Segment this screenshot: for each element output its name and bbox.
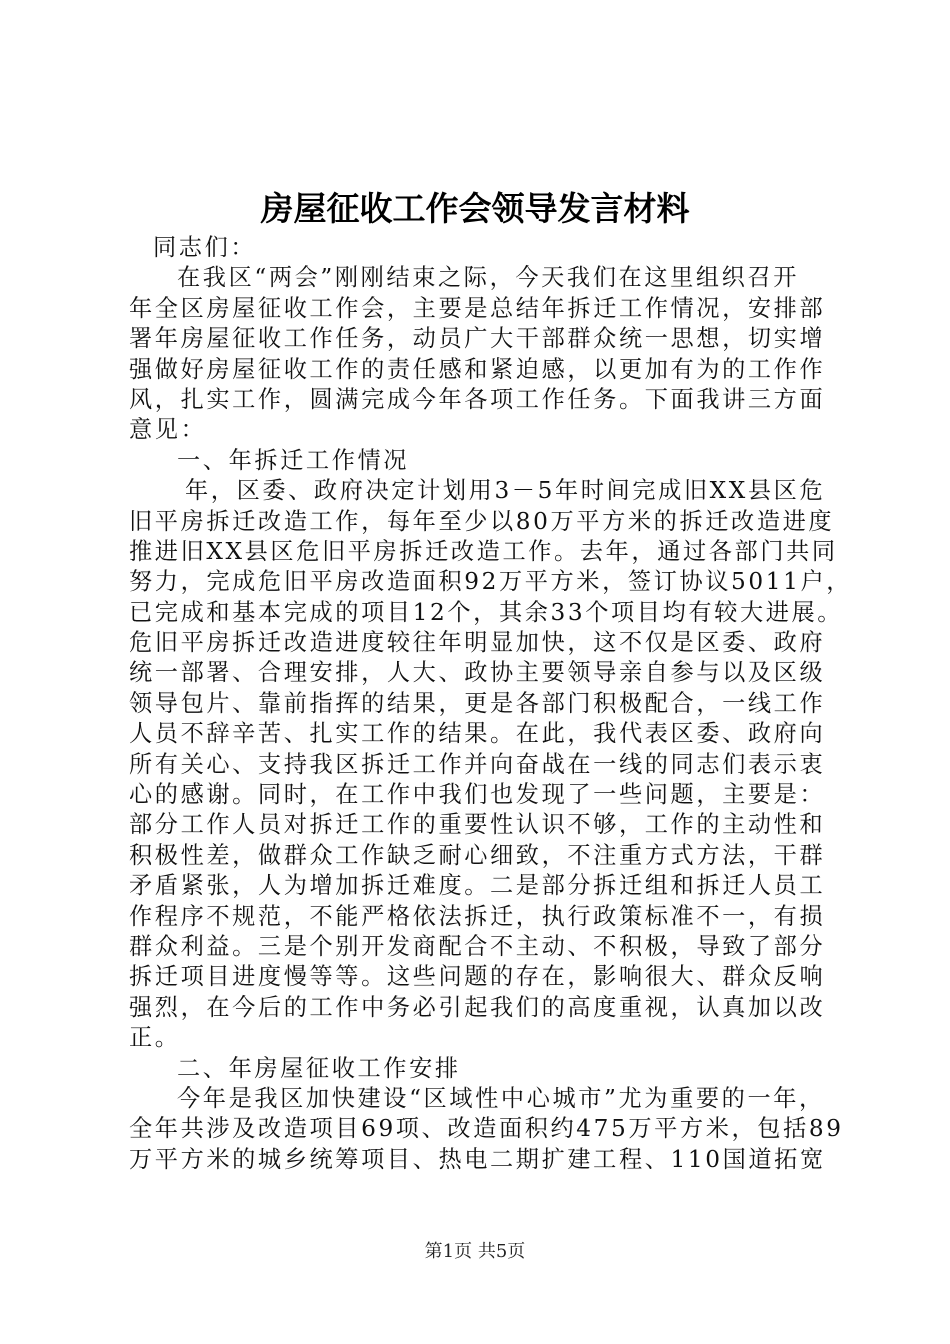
section-heading: 一、年拆迁工作情况 xyxy=(177,446,410,474)
paragraph-line: 心的感谢。同时，在工作中我们也发现了一些问题，主要是： xyxy=(129,781,826,809)
paragraph-line: 危旧平房拆迁改造进度较往年明显加快，这不仅是区委、政府 xyxy=(129,629,826,657)
paragraph-line: 意见： xyxy=(129,416,207,444)
paragraph-line: 所有关心、支持我区拆迁工作并向奋战在一线的同志们表示衷 xyxy=(129,750,826,778)
paragraph-line: 全年共涉及改造项目69项、改造面积约475万平方米，包括89 xyxy=(129,1115,844,1143)
paragraph-line: 领导包片、靠前指挥的结果，更是各部门积极配合，一线工作 xyxy=(129,689,826,717)
paragraph-line: 推进旧XX县区危旧平房拆迁改造工作。去年，通过各部门共同 xyxy=(129,537,838,565)
document-body xyxy=(129,233,853,1175)
paragraph-line: 努力，完成危旧平房改造面积92万平方米，签订协议5011户， xyxy=(129,568,853,596)
paragraph-line: 强做好房屋征收工作的责任感和紧迫感，以更加有为的工作作 xyxy=(129,355,826,383)
paragraph-line: 年，区委、政府决定计划用3－5年时间完成旧XX县区危 xyxy=(185,477,826,505)
section-heading: 二、年房屋征收工作安排 xyxy=(177,1054,461,1082)
paragraph-line: 风，扎实工作，圆满完成今年各项工作任务。下面我讲三方面 xyxy=(129,385,826,413)
paragraph-line: 在我区“两会”刚刚结束之际，今天我们在这里组织召开 xyxy=(177,264,800,292)
paragraph-line: 矛盾紧张，人为增加拆迁难度。二是部分拆迁组和拆迁人员工 xyxy=(129,872,826,900)
paragraph-line: 正。 xyxy=(129,1024,181,1052)
document-title: 房屋征收工作会领导发言材料 xyxy=(260,189,690,228)
paragraph-line: 强烈，在今后的工作中务必引起我们的高度重视，认真加以改 xyxy=(129,993,826,1021)
paragraph-line: 万平方米的城乡统筹项目、热电二期扩建工程、110国道拓宽 xyxy=(129,1145,826,1173)
paragraph-line: 拆迁项目进度慢等等。这些问题的存在，影响很大、群众反响 xyxy=(129,963,826,991)
paragraph-line: 人员不辞辛苦、扎实工作的结果。在此，我代表区委、政府向 xyxy=(129,720,826,748)
paragraph-line: 已完成和基本完成的项目12个，其余33个项目均有较大进展。 xyxy=(129,598,844,626)
paragraph-line: 作程序不规范，不能严格依法拆迁，执行政策标准不一，有损 xyxy=(129,902,826,930)
paragraph-line: 署年房屋征收工作任务，动员广大干部群众统一思想，切实增 xyxy=(129,325,826,353)
salutation-line: 同志们： xyxy=(153,234,257,261)
paragraph-line: 群众利益。三是个别开发商配合不主动、不积极，导致了部分 xyxy=(129,932,826,960)
paragraph-line: 统一部署、合理安排，人大、政协主要领导亲自参与以及区级 xyxy=(129,659,826,687)
paragraph-line: 今年是我区加快建设“区域性中心城市”尤为重要的一年， xyxy=(177,1084,825,1112)
paragraph-line: 旧平房拆迁改造工作，每年至少以80万平方米的拆迁改造进度 xyxy=(129,507,835,535)
paragraph-line: 年全区房屋征收工作会，主要是总结年拆迁工作情况，安排部 xyxy=(129,294,826,322)
paragraph-line: 积极性差，做群众工作缺乏耐心细致，不注重方式方法，干群 xyxy=(129,841,826,869)
page-number-footer: 第1页 共5页 xyxy=(424,1241,526,1262)
paragraph-line: 部分工作人员对拆迁工作的重要性认识不够，工作的主动性和 xyxy=(129,811,826,839)
